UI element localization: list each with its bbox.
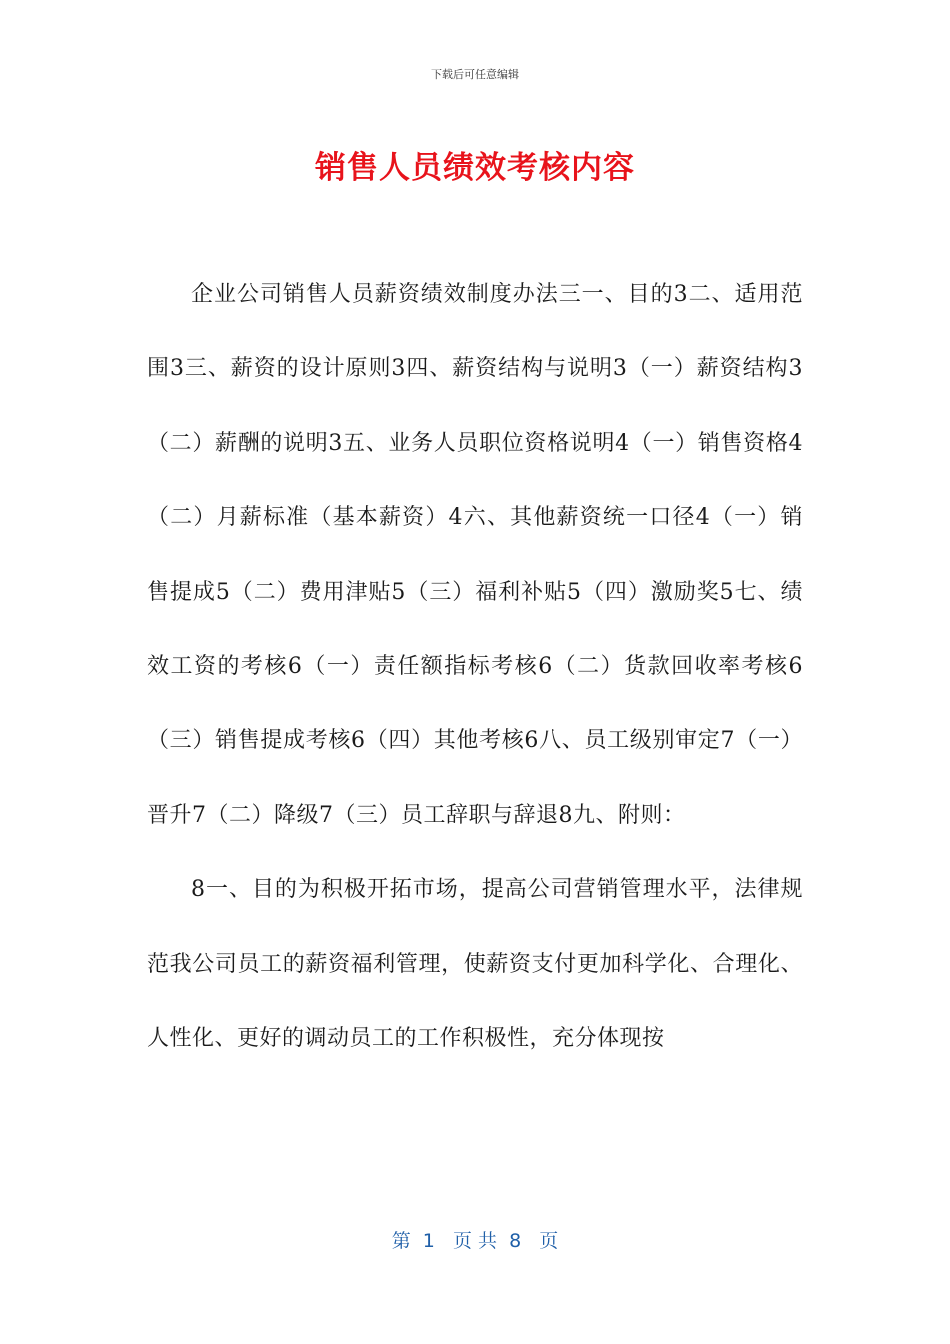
- body-paragraph: 8一、目的为积极开拓市场，提高公司营销管理水平，法律规范我公司员工的薪资福利管理，使薪资支付更加科学化、合理化、人性化、更好的调动员工的工作积极性，充分体现按: [147, 877, 803, 1052]
- document-body: [147, 258, 803, 1076]
- page-header: 下载后可任意编辑: [431, 68, 519, 81]
- document-title: 销售人员绩效考核内容: [315, 150, 635, 186]
- page-number-footer: 第 1 页 共 8 页: [391, 1230, 559, 1252]
- body-paragraph: 企业公司销售人员薪资绩效制度办法三一、目的3二、适用范围3三、薪资的设计原则3四、薪资结构与说明3（一）薪资结构3（二）薪酬的说明3五、业务人员职位资格说明4（一）销售资格4（二）月薪标准（基本薪资）4六、其他薪资统一口径4（一）销售提成5（二）费用津贴5（三）福利补贴5（四）激励奖5七、绩效工资的考核6（一）责任额指标考核6（二）货款回收率考核6（三）销售提成考核6（四）其他考核6八、员工级别审定7（一）晋升7（二）降级7（三）员工辞职与辞退8九、附则：: [147, 282, 803, 828]
